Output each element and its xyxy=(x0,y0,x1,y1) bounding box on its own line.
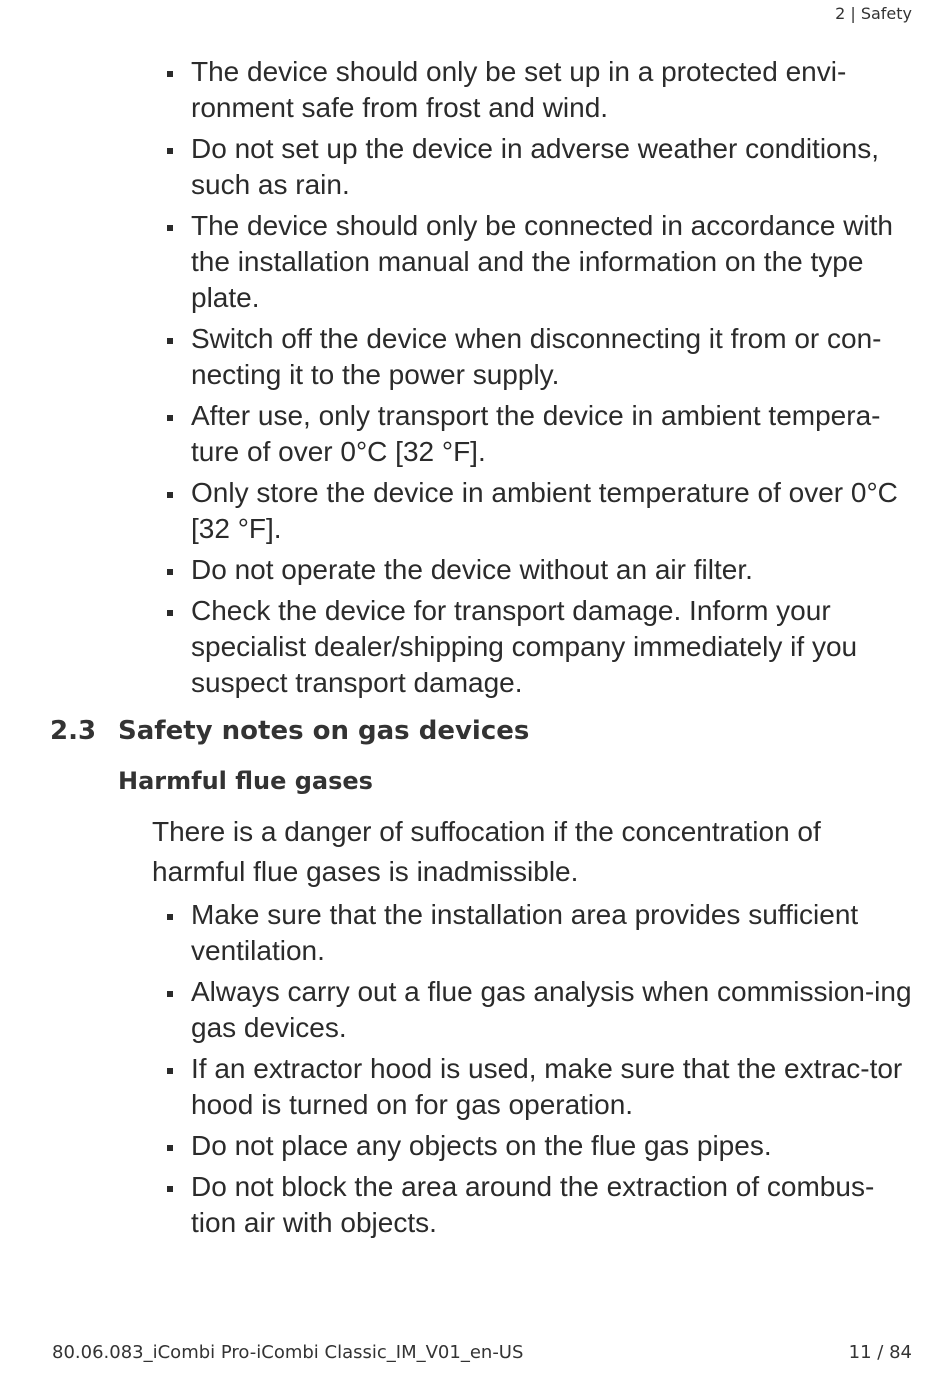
list-item-text: Do not place any objects on the flue gas pipes. xyxy=(191,1130,772,1161)
gas-safety-list xyxy=(165,897,915,1246)
bullet-square-icon xyxy=(167,991,173,997)
list-item-text: Only store the device in ambient temperature of over 0°C [32 °F]. xyxy=(191,477,898,544)
bullet-square-icon xyxy=(167,148,173,154)
footer-document-id: 80.06.083_iCombi Pro-iCombi Classic_IM_V01_en-US xyxy=(52,1342,524,1363)
bullet-square-icon xyxy=(167,1068,173,1074)
list-item xyxy=(165,593,915,701)
list-item xyxy=(165,1169,915,1241)
list-item xyxy=(165,54,915,126)
precautions-list xyxy=(165,54,915,706)
list-item xyxy=(165,131,915,203)
list-item xyxy=(165,398,915,470)
bullet-square-icon xyxy=(167,492,173,498)
footer-page-number: 11 / 84 xyxy=(848,1342,912,1363)
list-item-text: Switch off the device when disconnecting it from or con-necting it to the power supply. xyxy=(191,323,882,390)
bullet-square-icon xyxy=(167,1186,173,1192)
list-item-text: If an extractor hood is used, make sure that the extrac-tor hood is turned on for gas operation. xyxy=(191,1053,903,1120)
list-item xyxy=(165,321,915,393)
bullet-square-icon xyxy=(167,610,173,616)
bullet-square-icon xyxy=(167,1145,173,1151)
list-item-text: Always carry out a flue gas analysis when commission-ing gas devices. xyxy=(191,976,912,1043)
running-header: 2 | Safety xyxy=(835,4,912,23)
list-item xyxy=(165,974,915,1046)
list-item xyxy=(165,552,915,588)
list-item-text: The device should only be set up in a protected envi-ronment safe from frost and wind. xyxy=(191,56,847,123)
list-item-text: Check the device for transport damage. Inform your specialist dealer/shipping company immediately if you suspect transport damage. xyxy=(191,595,858,698)
section-number: 2.3 xyxy=(50,716,97,746)
bullet-square-icon xyxy=(167,415,173,421)
list-item xyxy=(165,208,915,316)
bullet-square-icon xyxy=(167,71,173,77)
list-item-text: Do not set up the device in adverse weather conditions, such as rain. xyxy=(191,133,879,200)
list-item xyxy=(165,1051,915,1123)
list-item-text: After use, only transport the device in ambient tempera-ture of over 0°C [32 °F]. xyxy=(191,400,881,467)
intro-paragraph: There is a danger of suffocation if the concentration of harmful flue gases is inadmissible. xyxy=(152,816,821,887)
list-item-text: The device should only be connected in accordance with the installation manual and the information on the type plate. xyxy=(191,210,893,313)
section-title: Safety notes on gas devices xyxy=(118,716,530,746)
bullet-square-icon xyxy=(167,338,173,344)
list-item-text: Do not block the area around the extraction of combus-tion air with objects. xyxy=(191,1171,875,1238)
list-item-text: Do not operate the device without an air filter. xyxy=(191,554,753,585)
bullet-square-icon xyxy=(167,569,173,575)
bullet-square-icon xyxy=(167,225,173,231)
list-item xyxy=(165,897,915,969)
list-item xyxy=(165,1128,915,1164)
bullet-square-icon xyxy=(167,914,173,920)
list-item xyxy=(165,475,915,547)
subsection-heading: Harmful flue gases xyxy=(118,767,373,795)
list-item-text: Make sure that the installation area provides sufficient ventilation. xyxy=(191,899,859,966)
